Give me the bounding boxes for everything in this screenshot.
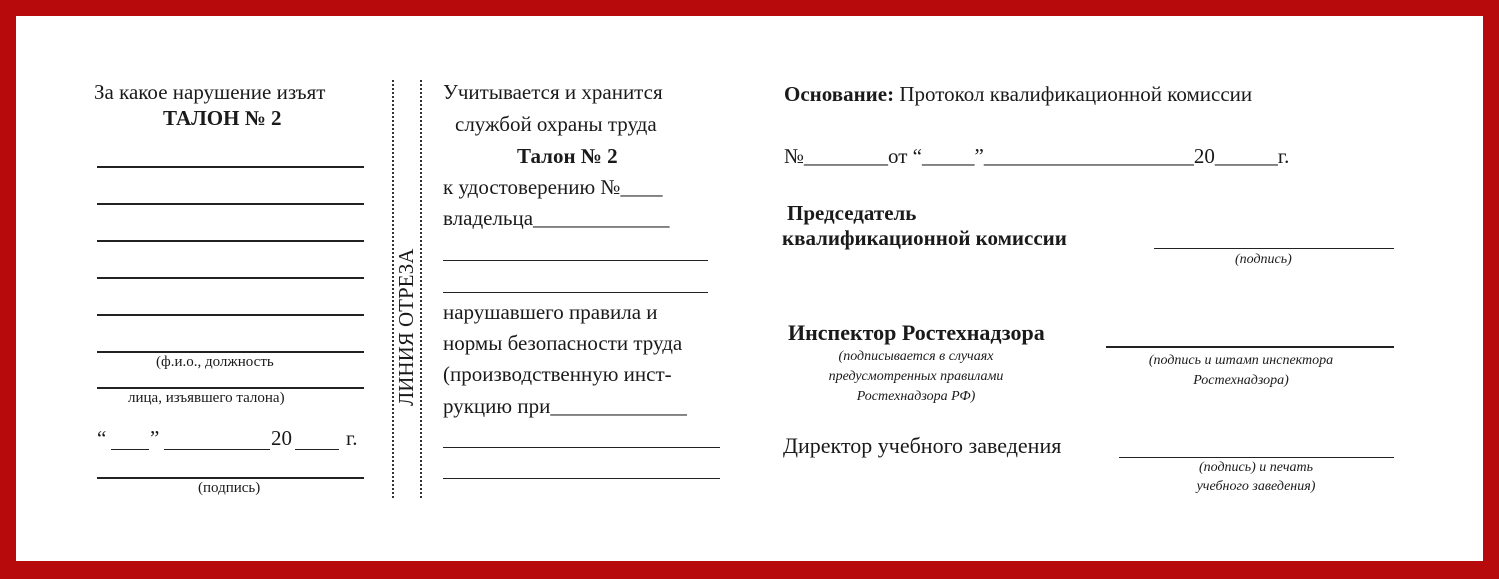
middle-violation-line1: нарушавшего правила и — [443, 300, 658, 324]
stub-blank-line-4[interactable] — [97, 277, 364, 279]
director-caption-line2: учебного заведения) — [1196, 479, 1316, 494]
stub-heading-line1: За какое нарушение изъят — [94, 80, 326, 104]
chairman-signature-line[interactable] — [1154, 248, 1394, 249]
inspector-title: Инспектор Ростехнадзора — [788, 320, 1045, 345]
chairman-line1: Председатель — [787, 201, 917, 225]
protocol-number-row[interactable]: №________от “_____”____________________20______г. — [784, 144, 1290, 168]
middle-certificate-label: к удостоверению №____ — [443, 175, 663, 199]
stub-blank-line-1[interactable] — [97, 166, 364, 168]
cut-line-label: ЛИНИЯ ОТРЕЗА — [394, 248, 418, 406]
inspector-signature-line[interactable] — [1106, 346, 1394, 348]
middle-violation-line4: рукцию при_____________ — [443, 394, 687, 418]
director-title: Директор учебного заведения — [783, 433, 1062, 458]
inspector-note-line2: предусмотренных правилами — [828, 369, 1004, 384]
basis-row — [784, 82, 1252, 106]
middle-violation-line2: нормы безопасности труда — [443, 331, 683, 355]
stub-date-day-field[interactable] — [111, 449, 149, 450]
stub-date-year-field[interactable] — [295, 449, 339, 450]
inspector-note-line1: (подписывается в случаях — [838, 349, 994, 364]
stub-date-month-field[interactable] — [164, 449, 270, 450]
middle-owner-line-1[interactable] — [443, 260, 708, 261]
middle-line1: Учитывается и хранится — [443, 80, 663, 104]
chairman-caption: (подпись) — [1235, 252, 1292, 267]
middle-violation-line3: (производственную инст- — [443, 362, 672, 386]
stub-caption-person: лица, изъявшего талона) — [128, 390, 285, 406]
basis-label: Основание: — [784, 82, 895, 106]
stub-date-open-quote: “ — [97, 426, 107, 450]
stub-caption-signature: (подпись) — [198, 480, 261, 496]
stub-date-year-suffix: г. — [346, 426, 358, 450]
stub-blank-line-5[interactable] — [97, 314, 364, 316]
inspector-note-line3: Ростехнадзора РФ) — [856, 389, 976, 404]
stub-heading-line2: ТАЛОН № 2 — [163, 106, 282, 130]
chairman-line2: квалификационной комиссии — [782, 226, 1067, 250]
cut-line-right — [420, 80, 422, 498]
stub-date-year-prefix: 20 — [271, 426, 292, 450]
middle-owner-label: владельца_____________ — [443, 206, 670, 230]
inspector-caption-line2: Ростехнадзора) — [1193, 373, 1289, 388]
middle-line2: службой охраны труда — [455, 112, 657, 136]
stub-date-close-quote: ” — [150, 426, 160, 450]
middle-instruction-line-2[interactable] — [443, 478, 720, 479]
middle-talon: Талон № 2 — [517, 144, 618, 168]
middle-instruction-line-1[interactable] — [443, 447, 720, 448]
director-signature-line[interactable] — [1119, 457, 1394, 458]
director-caption-line1: (подпись) и печать — [1199, 460, 1313, 475]
basis-text: Протокол квалификационной комиссии — [894, 82, 1253, 106]
stub-blank-line-2[interactable] — [97, 203, 364, 205]
stub-blank-line-3[interactable] — [97, 240, 364, 242]
stub-caption-fio: (ф.и.о., должность — [156, 354, 274, 370]
inspector-caption-line1: (подпись и штамп инспектора — [1148, 353, 1334, 368]
middle-owner-line-2[interactable] — [443, 292, 708, 293]
